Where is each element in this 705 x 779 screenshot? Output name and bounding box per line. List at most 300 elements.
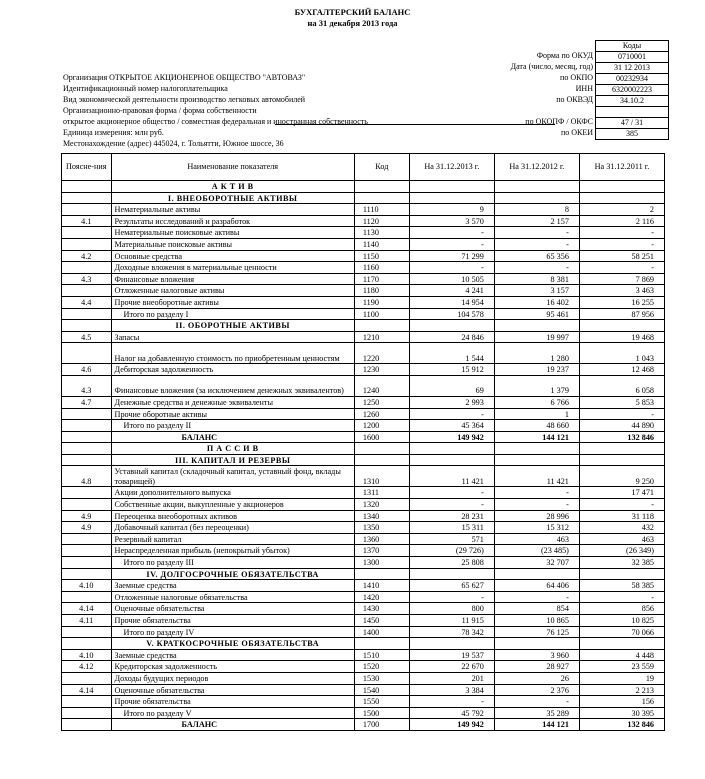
value-2012: (23 485) — [494, 545, 579, 557]
value-cell — [579, 568, 664, 580]
value-2013: 2 993 — [409, 396, 494, 408]
value-cell — [494, 320, 579, 332]
code-label: ИНН — [575, 84, 593, 93]
code-cell: 1230 — [354, 364, 409, 376]
code-label: по ОКЕИ — [560, 128, 593, 137]
indicator-name: Итого по разделу I — [111, 308, 354, 320]
value-2013: 45 364 — [409, 420, 494, 432]
codes-header: Коды — [596, 41, 669, 52]
code-cell: 1220 — [354, 343, 409, 364]
note-cell — [62, 343, 112, 364]
header-2013: На 31.12.2013 г. — [409, 154, 494, 181]
value-cell — [579, 320, 664, 332]
value-2012: 8 381 — [494, 273, 579, 285]
indicator-name: Прочие обязательства — [111, 696, 354, 708]
value-2012: 28 996 — [494, 510, 579, 522]
note-cell — [62, 696, 112, 708]
value-2012: 76 125 — [494, 626, 579, 638]
value-2011: 156 — [579, 696, 664, 708]
code-cell — [354, 568, 409, 580]
indicator-name: Доходы будущих периодов — [111, 672, 354, 684]
header-2012: На 31.12.2012 г. — [494, 154, 579, 181]
code-cell: 1530 — [354, 672, 409, 684]
section-title: А К Т И В — [111, 181, 354, 193]
value-2013: - — [409, 227, 494, 239]
indicator-name: Финансовые вложения — [111, 273, 354, 285]
value-2012: - — [494, 227, 579, 239]
value-2012: 3 157 — [494, 285, 579, 297]
note-cell: 4.14 — [62, 603, 112, 615]
note-cell — [62, 719, 112, 731]
code-cell: 1370 — [354, 545, 409, 557]
value-2013: 201 — [409, 672, 494, 684]
note-cell: 4.4 — [62, 296, 112, 308]
indicator-name: Результаты исследований и разработок — [111, 215, 354, 227]
section-header-row — [62, 181, 665, 193]
value-2012: - — [494, 487, 579, 499]
value-2013: 45 792 — [409, 707, 494, 719]
code-cell — [354, 443, 409, 455]
value-2011: 12 468 — [579, 364, 664, 376]
table-row — [62, 250, 665, 262]
value-2011: 132 846 — [579, 719, 664, 731]
value-2013: 65 627 — [409, 580, 494, 592]
code-cell — [354, 192, 409, 204]
note-cell — [62, 638, 112, 650]
value-2011: 19 — [579, 672, 664, 684]
indicator-name: Заемные средства — [111, 580, 354, 592]
table-row — [62, 331, 665, 343]
value-2013: 571 — [409, 533, 494, 545]
value-2012: 35 289 — [494, 707, 579, 719]
subtotal-row — [62, 707, 665, 719]
table-row — [62, 591, 665, 603]
indicator-name: Основные средства — [111, 250, 354, 262]
indicator-name: Прочие обязательства — [111, 615, 354, 627]
value-2013: - — [409, 262, 494, 274]
indicator-name: Акции дополнительного выпуска — [111, 487, 354, 499]
value-2013: - — [409, 487, 494, 499]
code-cell: 1311 — [354, 487, 409, 499]
table-row — [62, 343, 665, 364]
code-cell: 1320 — [354, 499, 409, 511]
value-2013: 69 — [409, 375, 494, 396]
indicator-name: Итого по разделу IV — [111, 626, 354, 638]
balance-row — [62, 431, 665, 443]
code-value — [596, 107, 669, 118]
note-cell — [62, 192, 112, 204]
code-value: 34.10.2 — [596, 96, 669, 107]
org-legal-form-label: Организационно-правовая форма / форма собственности — [63, 106, 257, 115]
org-name: Организация ОТКРЫТОЕ АКЦИОНЕРНОЕ ОБЩЕСТВО "АВТОВАЗ" — [63, 73, 306, 82]
section-header-row — [62, 568, 665, 580]
document-title: БУХГАЛТЕРСКИЙ БАЛАНС — [294, 7, 411, 17]
code-cell: 1430 — [354, 603, 409, 615]
section-header-row — [62, 638, 665, 650]
indicator-name: Финансовые вложения (за исключением денежных эквивалентов) — [111, 375, 354, 396]
value-cell — [579, 443, 664, 455]
codes-table — [595, 40, 669, 140]
table-row — [62, 204, 665, 216]
code-value: 47 / 31 — [596, 118, 669, 129]
value-cell — [579, 181, 664, 193]
value-cell — [494, 454, 579, 466]
indicator-name: БАЛАНС — [111, 719, 354, 731]
balance-row — [62, 719, 665, 731]
code-cell: 1700 — [354, 719, 409, 731]
indicator-name: Доходные вложения в материальные ценности — [111, 262, 354, 274]
code-value: 6320002223 — [596, 85, 669, 96]
note-cell: 4.3 — [62, 273, 112, 285]
value-2011: 2 116 — [579, 215, 664, 227]
table-row — [62, 580, 665, 592]
note-cell — [62, 408, 112, 420]
value-2013: 15 311 — [409, 522, 494, 534]
note-cell: 4.9 — [62, 510, 112, 522]
value-2012: 95 461 — [494, 308, 579, 320]
section-title: III. КАПИТАЛ И РЕЗЕРВЫ — [111, 454, 354, 466]
value-2012: 19 997 — [494, 331, 579, 343]
value-2011: 32 385 — [579, 557, 664, 569]
section-header-row — [62, 454, 665, 466]
value-2011: 23 559 — [579, 661, 664, 673]
value-2012: 65 356 — [494, 250, 579, 262]
code-cell: 1500 — [354, 707, 409, 719]
subtotal-row — [62, 420, 665, 432]
code-cell: 1160 — [354, 262, 409, 274]
note-cell: 4.7 — [62, 396, 112, 408]
value-2012: 854 — [494, 603, 579, 615]
table-row — [62, 238, 665, 250]
value-2011: - — [579, 238, 664, 250]
subtotal-row — [62, 626, 665, 638]
indicator-name: Денежные средства и денежные эквиваленты — [111, 396, 354, 408]
indicator-name: Прочие оборотные активы — [111, 408, 354, 420]
value-2011: 58 385 — [579, 580, 664, 592]
value-cell — [409, 192, 494, 204]
value-2011: 87 956 — [579, 308, 664, 320]
section-header-row — [62, 192, 665, 204]
value-2012: 28 927 — [494, 661, 579, 673]
value-2011: 9 250 — [579, 466, 664, 487]
note-cell — [62, 431, 112, 443]
document-date: на 31 декабря 2013 года — [307, 18, 398, 28]
value-2013: 11 421 — [409, 466, 494, 487]
org-inn-label: Идентификационный номер налогоплательщика — [63, 84, 228, 93]
value-2011: 10 825 — [579, 615, 664, 627]
note-cell — [62, 443, 112, 455]
value-2013: - — [409, 499, 494, 511]
code-cell: 1190 — [354, 296, 409, 308]
code-cell: 1300 — [354, 557, 409, 569]
value-2013: 1 544 — [409, 343, 494, 364]
note-cell — [62, 557, 112, 569]
indicator-name: Отложенные налоговые активы — [111, 285, 354, 297]
code-cell: 1210 — [354, 331, 409, 343]
value-cell — [579, 454, 664, 466]
table-row — [62, 510, 665, 522]
code-cell: 1510 — [354, 649, 409, 661]
note-cell — [62, 533, 112, 545]
table-row — [62, 396, 665, 408]
value-cell — [579, 638, 664, 650]
subtotal-row — [62, 308, 665, 320]
value-2012: 2 157 — [494, 215, 579, 227]
indicator-name: Отложенные налоговые обязательства — [111, 591, 354, 603]
value-2011: - — [579, 227, 664, 239]
table-row — [62, 285, 665, 297]
indicator-name: Кредиторская задолженность — [111, 661, 354, 673]
note-cell — [62, 308, 112, 320]
indicator-name: Итого по разделу V — [111, 707, 354, 719]
note-cell — [62, 285, 112, 297]
table-row — [62, 615, 665, 627]
table-row — [62, 522, 665, 534]
code-value: 00232934 — [596, 74, 669, 85]
code-cell: 1110 — [354, 204, 409, 216]
code-cell — [354, 638, 409, 650]
table-row — [62, 215, 665, 227]
value-2013: 3 384 — [409, 684, 494, 696]
code-cell: 1450 — [354, 615, 409, 627]
note-cell — [62, 227, 112, 239]
value-2012: 15 312 — [494, 522, 579, 534]
value-2013: - — [409, 696, 494, 708]
code-cell — [354, 181, 409, 193]
code-cell — [354, 320, 409, 332]
note-cell — [62, 672, 112, 684]
value-2011: 70 066 — [579, 626, 664, 638]
value-2012: 1 280 — [494, 343, 579, 364]
value-2012: - — [494, 238, 579, 250]
indicator-name: Налог на добавленную стоимость по приобретенным ценностям — [111, 343, 354, 364]
table-row — [62, 661, 665, 673]
value-2012: 144 121 — [494, 719, 579, 731]
note-cell: 4.10 — [62, 649, 112, 661]
indicator-name: Резервный капитал — [111, 533, 354, 545]
code-cell: 1200 — [354, 420, 409, 432]
note-cell — [62, 707, 112, 719]
value-2012: 1 379 — [494, 375, 579, 396]
value-2013: - — [409, 591, 494, 603]
value-cell — [494, 638, 579, 650]
note-cell: 4.6 — [62, 364, 112, 376]
value-2013: 11 915 — [409, 615, 494, 627]
code-cell — [354, 454, 409, 466]
code-cell: 1310 — [354, 466, 409, 487]
value-cell — [409, 638, 494, 650]
value-2012: 26 — [494, 672, 579, 684]
value-2012: 1 — [494, 408, 579, 420]
note-cell — [62, 320, 112, 332]
value-2011: 58 251 — [579, 250, 664, 262]
value-2013: 4 241 — [409, 285, 494, 297]
table-row — [62, 273, 665, 285]
code-value: 31 12 2013 — [596, 63, 669, 74]
code-label: Дата (число, месяц, год) — [510, 62, 593, 71]
code-value: 0710001 — [596, 52, 669, 63]
code-cell: 1260 — [354, 408, 409, 420]
value-2011: 4 448 — [579, 649, 664, 661]
note-cell — [62, 568, 112, 580]
note-cell — [62, 204, 112, 216]
table-row — [62, 375, 665, 396]
code-cell: 1410 — [354, 580, 409, 592]
value-2013: 104 578 — [409, 308, 494, 320]
table-row — [62, 672, 665, 684]
value-cell — [409, 568, 494, 580]
value-2011: 16 255 — [579, 296, 664, 308]
section-title: II. ОБОРОТНЫЕ АКТИВЫ — [111, 320, 354, 332]
section-header-row — [62, 443, 665, 455]
header-name: Наименование показателя — [111, 154, 354, 181]
value-2011: - — [579, 262, 664, 274]
value-2012: 6 766 — [494, 396, 579, 408]
section-title: IV. ДОЛГОСРОЧНЫЕ ОБЯЗАТЕЛЬСТВА — [111, 568, 354, 580]
note-cell — [62, 420, 112, 432]
section-title: V. КРАТКОСРОЧНЫЕ ОБЯЗАТЕЛЬСТВА — [111, 638, 354, 650]
header-code: Код — [354, 154, 409, 181]
value-2012: - — [494, 591, 579, 603]
table-row — [62, 466, 665, 487]
value-cell — [494, 568, 579, 580]
code-label: по ОКПО — [560, 73, 593, 82]
value-2013: 78 342 — [409, 626, 494, 638]
value-2013: 28 231 — [409, 510, 494, 522]
value-2011: 2 213 — [579, 684, 664, 696]
table-row — [62, 364, 665, 376]
value-2011: 132 846 — [579, 431, 664, 443]
section-header-row — [62, 320, 665, 332]
code-cell: 1340 — [354, 510, 409, 522]
indicator-name: Итого по разделу III — [111, 557, 354, 569]
value-2013: 15 912 — [409, 364, 494, 376]
value-2013: 25 808 — [409, 557, 494, 569]
table-row — [62, 533, 665, 545]
value-2011: (26 349) — [579, 545, 664, 557]
value-2012: 10 865 — [494, 615, 579, 627]
note-cell: 4.1 — [62, 215, 112, 227]
code-cell: 1540 — [354, 684, 409, 696]
value-2012: - — [494, 499, 579, 511]
value-2011: 463 — [579, 533, 664, 545]
indicator-name: Нераспределенная прибыль (непокрытый убыток) — [111, 545, 354, 557]
note-cell: 4.10 — [62, 580, 112, 592]
value-2012: 32 707 — [494, 557, 579, 569]
header-2011: На 31.12.2011 г. — [579, 154, 664, 181]
section-title: П А С С И В — [111, 443, 354, 455]
value-2013: (29 726) — [409, 545, 494, 557]
code-cell: 1550 — [354, 696, 409, 708]
code-value: 385 — [596, 129, 669, 140]
code-cell: 1250 — [354, 396, 409, 408]
note-cell: 4.2 — [62, 250, 112, 262]
code-cell: 1420 — [354, 591, 409, 603]
value-cell — [494, 181, 579, 193]
value-2012: - — [494, 262, 579, 274]
value-2013: 3 570 — [409, 215, 494, 227]
value-2011: 19 468 — [579, 331, 664, 343]
indicator-name: Нематериальные активы — [111, 204, 354, 216]
value-2013: 24 846 — [409, 331, 494, 343]
value-2011: 30 395 — [579, 707, 664, 719]
value-cell — [409, 181, 494, 193]
indicator-name: Уставный капитал (складочный капитал, уставный фонд, вклады товарищей) — [111, 466, 354, 487]
value-2012: 463 — [494, 533, 579, 545]
note-cell: 4.9 — [62, 522, 112, 534]
value-2013: 19 537 — [409, 649, 494, 661]
value-2012: 144 121 — [494, 431, 579, 443]
value-2012: 64 406 — [494, 580, 579, 592]
note-cell — [62, 499, 112, 511]
value-2011: 5 853 — [579, 396, 664, 408]
value-2013: 9 — [409, 204, 494, 216]
table-row — [62, 227, 665, 239]
code-cell: 1400 — [354, 626, 409, 638]
note-cell — [62, 591, 112, 603]
code-cell: 1180 — [354, 285, 409, 297]
value-cell — [494, 192, 579, 204]
indicator-name: Материальные поисковые активы — [111, 238, 354, 250]
value-2011: 3 463 — [579, 285, 664, 297]
org-address: Местонахождение (адрес) 445024, г. Тольятти, Южное шоссе, 36 — [63, 139, 284, 148]
value-2013: 149 942 — [409, 431, 494, 443]
value-2011: - — [579, 591, 664, 603]
value-cell — [409, 454, 494, 466]
value-2013: 10 505 — [409, 273, 494, 285]
value-2011: 1 043 — [579, 343, 664, 364]
value-2011: 17 471 — [579, 487, 664, 499]
table-row — [62, 696, 665, 708]
table-row — [62, 684, 665, 696]
value-2013: - — [409, 408, 494, 420]
value-2013: 71 299 — [409, 250, 494, 262]
divider — [275, 124, 555, 125]
value-cell — [494, 443, 579, 455]
indicator-name: Собственные акции, выкупленные у акционеров — [111, 499, 354, 511]
org-legal-form: открытое акционерное общество / совместная федеральная и иностранная собственность — [63, 117, 368, 126]
value-2012: 19 237 — [494, 364, 579, 376]
code-cell: 1360 — [354, 533, 409, 545]
table-row — [62, 545, 665, 557]
table-row — [62, 499, 665, 511]
indicator-name: Заемные средства — [111, 649, 354, 661]
org-activity: Вид экономической деятельности производство легковых автомобилей — [63, 95, 306, 104]
org-unit: Единица измерения: млн руб. — [63, 128, 164, 137]
note-cell — [62, 626, 112, 638]
note-cell: 4.14 — [62, 684, 112, 696]
value-2013: - — [409, 238, 494, 250]
table-row — [62, 296, 665, 308]
code-cell: 1240 — [354, 375, 409, 396]
note-cell: 4.3 — [62, 375, 112, 396]
value-2013: 800 — [409, 603, 494, 615]
subtotal-row — [62, 557, 665, 569]
indicator-name: БАЛАНС — [111, 431, 354, 443]
note-cell — [62, 262, 112, 274]
indicator-name: Оценочные обязательства — [111, 603, 354, 615]
value-2011: 6 058 — [579, 375, 664, 396]
value-2013: 149 942 — [409, 719, 494, 731]
table-row — [62, 487, 665, 499]
code-cell: 1140 — [354, 238, 409, 250]
indicator-name: Переоценка внеоборотных активов — [111, 510, 354, 522]
value-2012: 8 — [494, 204, 579, 216]
code-label: по ОКОПФ / ОКФС — [525, 117, 593, 126]
header-note: Поясне-ния — [62, 154, 112, 181]
indicator-name: Оценочные обязательства — [111, 684, 354, 696]
indicator-name: Дебиторская задолженность — [111, 364, 354, 376]
